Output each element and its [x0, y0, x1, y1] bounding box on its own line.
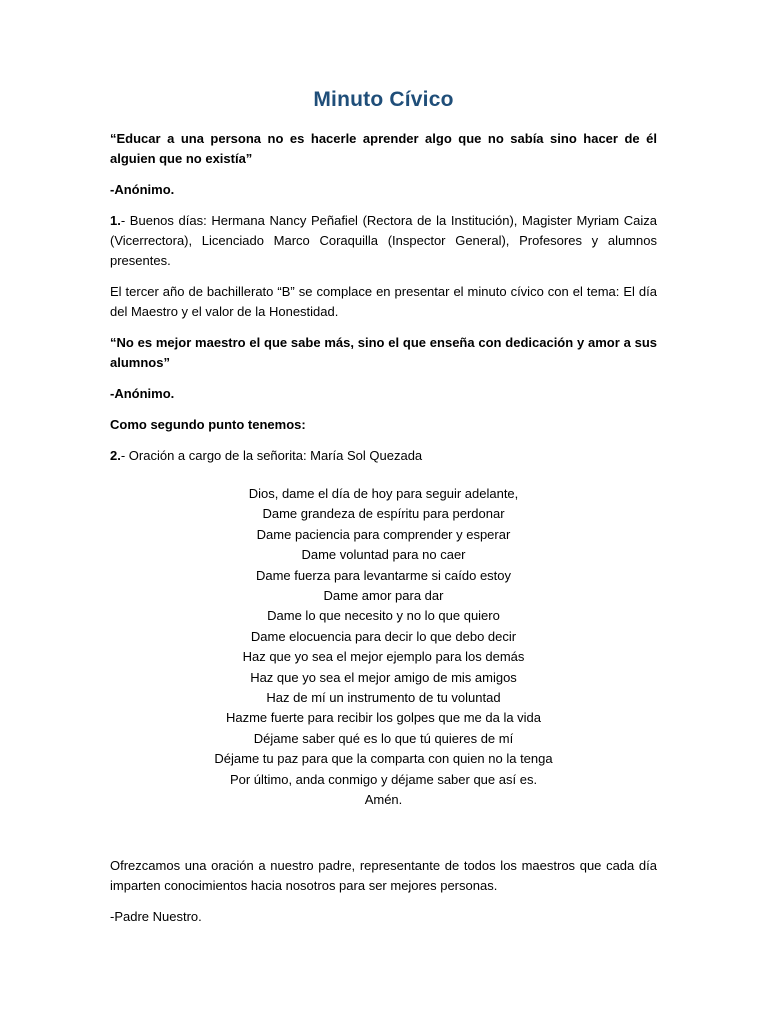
prayer-line: Haz de mí un instrumento de tu voluntad	[266, 690, 501, 706]
opening-quote: “Educar a una persona no es hacerle aprender algo que no sabía sino hacer de él alguien que no existía”	[110, 131, 657, 166]
prayer-line: Por último, anda conmigo y déjame saber que así es.	[229, 771, 538, 787]
prayer-line: Dame amor para dar	[323, 588, 444, 604]
prayer-line: Déjame saber qué es lo que tú quieres de mí	[253, 730, 514, 746]
prayer-line: Déjame tu paz para que la comparta con quien no la tenga	[214, 751, 553, 767]
prayer-line: Dame lo que necesito y no lo que quiero	[267, 608, 500, 624]
prayer-line: Dame paciencia para comprender y esperar	[256, 526, 511, 542]
teacher-quote-author: -Anónimo.	[110, 386, 175, 401]
teacher-quote: “No es mejor maestro el que sabe más, sino el que enseña con dedicación y amor a sus alumnos”	[110, 335, 657, 370]
closing-paragraph: Ofrezcamos una oración a nuestro padre, representante de todos los maestros que cada día imparten conocimientos hacia nosotros para ser mejores personas.	[110, 857, 657, 893]
prayer-line: Dame fuerza para levantarme si caído estoy	[255, 567, 512, 583]
prayer-line: Hazme fuerte para recibir los golpes que me da la vida	[225, 710, 542, 726]
prayer-poem	[110, 484, 657, 811]
prayer-line: Haz que yo sea el mejor ejemplo para los demás	[242, 649, 525, 665]
opening-quote-author: -Anónimo.	[110, 182, 175, 197]
prayer-line: Amén.	[364, 792, 403, 808]
prayer-intro-text: - Oración a cargo de la señorita: María Sol Quezada	[120, 448, 423, 463]
greeting-text: - Buenos días: Hermana Nancy Peñafiel (Rectora de la Institución), Magister Myriam Caiza (Vicerrectora), Licenciado Marco Coraquilla (Inspector General), Profesores y alumnos presentes.	[110, 213, 657, 268]
prayer-line: Dios, dame el día de hoy para seguir adelante,	[248, 486, 519, 501]
item-number-1: 1.	[110, 213, 121, 228]
intro-paragraph: El tercer año de bachillerato “B” se complace en presentar el minuto cívico con el tema: El día del Maestro y el valor de la Honestidad.	[110, 284, 657, 319]
prayer-line: Haz que yo sea el mejor amigo de mis amigos	[250, 669, 517, 685]
prayer-line: Dame elocuencia para decir lo que debo decir	[250, 628, 517, 644]
page-title: Minuto Cívico	[313, 88, 454, 111]
greeting-paragraph	[110, 211, 657, 271]
item-number-2: 2.	[110, 448, 121, 463]
closing-prayer: -Padre Nuestro.	[110, 908, 202, 924]
prayer-line: Dame voluntad para no caer	[301, 547, 466, 563]
prayer-intro-paragraph	[110, 446, 657, 466]
prayer-line: Dame grandeza de espíritu para perdonar	[262, 506, 505, 522]
second-point-heading: Como segundo punto tenemos:	[110, 417, 306, 432]
